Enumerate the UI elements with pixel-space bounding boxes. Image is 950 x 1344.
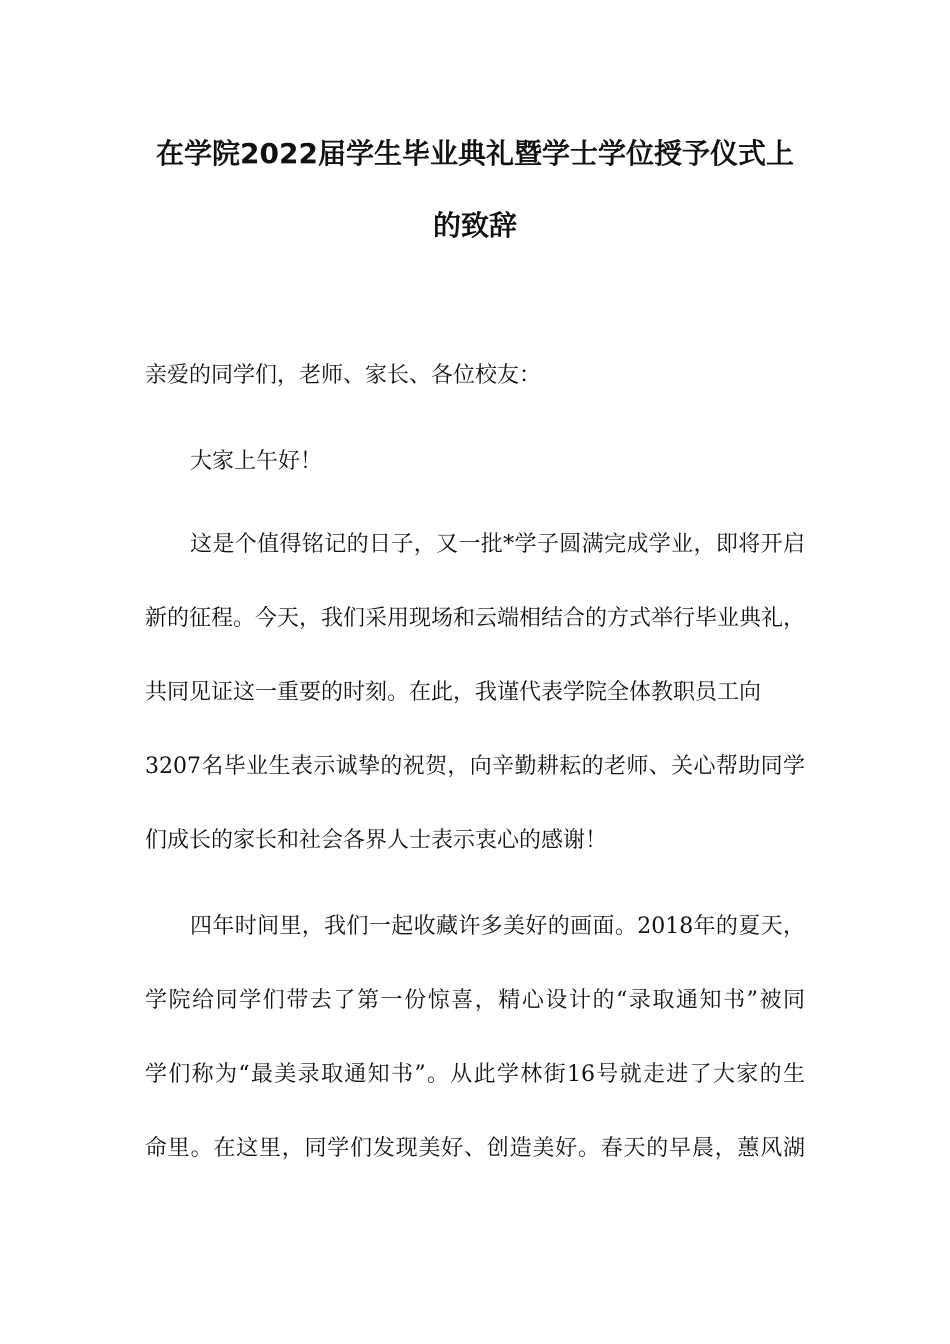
document-title-line-1: 在学院2022届学生毕业典礼暨学士学位授予仪式上	[156, 137, 794, 170]
body-text-line: 新的征程。今天，我们采用现场和云端相结合的方式举行毕业典礼，	[145, 606, 805, 631]
body-text-line: 命里。在这里，同学们发现美好、创造美好。春天的早晨，蕙风湖	[145, 1136, 805, 1161]
body-text-line: 学们称为“最美录取通知书”。从此学林街16号就走进了大家的生	[145, 1062, 805, 1087]
salutation-line: 亲爱的同学们，老师、家长、各位校友：	[145, 363, 542, 388]
body-text-line: 3207名毕业生表示诚挚的祝贺，向辛勤耕耘的老师、关心帮助同学	[145, 754, 805, 779]
body-text-line: 共同见证这一重要的时刻。在此，我谨代表学院全体教职员工向	[145, 680, 762, 705]
body-text-line: 学院给同学们带去了第一份惊喜，精心设计的“录取通知书”被同	[145, 988, 805, 1013]
document-title-line-2: 的致辞	[432, 209, 517, 242]
body-text-line: 们成长的家长和社会各界人士表示衷心的感谢！	[145, 828, 608, 853]
body-text-line: 四年时间里，我们一起收藏许多美好的画面。2018年的夏天，	[190, 914, 805, 939]
greeting-line: 大家上午好！	[190, 449, 323, 474]
body-text-line: 这是个值得铭记的日子，又一批*学子圆满完成学业，即将开启	[190, 532, 805, 557]
